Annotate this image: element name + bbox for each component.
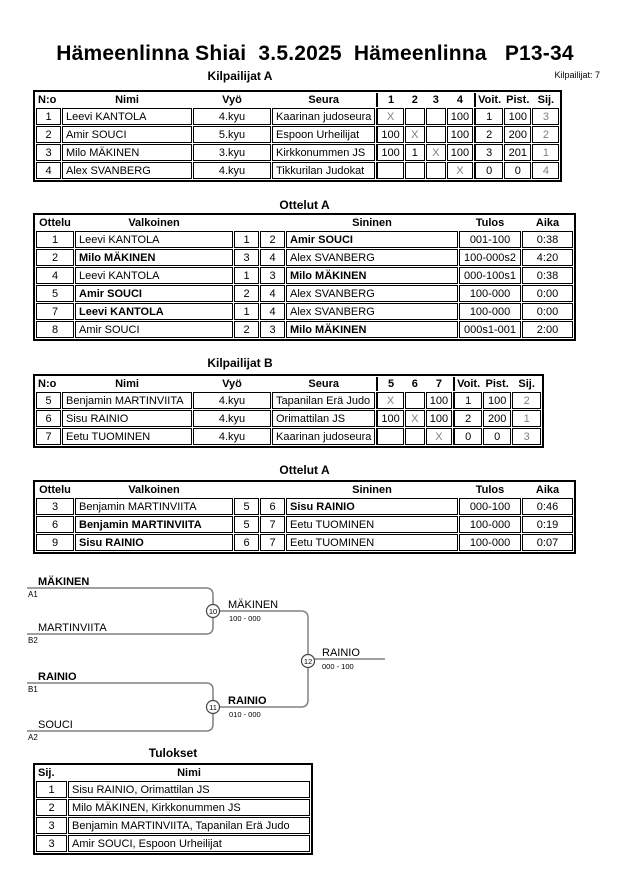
bracket-winner-sf1: MÄKINEN bbox=[228, 599, 279, 611]
table-cell: Alex SVANBERG bbox=[286, 303, 458, 320]
table-cell: Sisu RAINIO bbox=[62, 410, 192, 427]
table-cell: Sisu RAINIO bbox=[286, 498, 458, 515]
table-cell: 100-000 bbox=[459, 285, 521, 302]
table-cell: 100-000s2 bbox=[459, 249, 521, 266]
bracket-score-sf2: 010 - 000 bbox=[229, 710, 261, 719]
table-cell: Sisu RAINIO bbox=[75, 534, 233, 551]
bracket-seed-b1: B1 bbox=[28, 685, 38, 694]
column-header: Sij. bbox=[38, 767, 55, 779]
page-title: Hämeenlinna Shiai 3.5.2025 Hämeenlinna P13-34 bbox=[56, 42, 574, 65]
column-header: Nimi bbox=[115, 94, 139, 106]
table-row bbox=[36, 799, 310, 816]
table-row bbox=[36, 781, 310, 798]
table-cell: 5 bbox=[234, 516, 259, 533]
table-row bbox=[36, 410, 541, 427]
column-header: N:o bbox=[38, 378, 57, 390]
bracket-player-bottom-sf2: SOUCI bbox=[38, 719, 73, 731]
table-row bbox=[36, 267, 573, 284]
table-row bbox=[36, 534, 573, 551]
table-cell: 9 bbox=[36, 534, 74, 551]
table-cell: 3 bbox=[532, 108, 559, 125]
match-12-number: 12 bbox=[303, 657, 313, 666]
table-cell: 2 bbox=[260, 231, 285, 248]
table-cell: 4 bbox=[260, 303, 285, 320]
table-cell: X bbox=[426, 428, 452, 445]
section-title-matches-b: Ottelut A bbox=[279, 463, 330, 477]
column-header: Vyö bbox=[222, 378, 242, 390]
table-cell: Amir SOUCI bbox=[75, 321, 233, 338]
table-cell: 3 bbox=[36, 835, 67, 852]
table-cell: 4.kyu bbox=[193, 392, 271, 409]
table-cell: 1 bbox=[474, 108, 503, 125]
matches-b-table bbox=[33, 480, 576, 554]
table-cell: 0 bbox=[453, 428, 482, 445]
header-row bbox=[36, 216, 573, 230]
column-header: 3 bbox=[432, 94, 439, 106]
pool-b-table bbox=[33, 374, 544, 448]
table-cell: 1 bbox=[36, 781, 67, 798]
column-header: Nimi bbox=[177, 767, 201, 779]
table-cell: Benjamin MARTINVIITA bbox=[75, 516, 233, 533]
column-header: N:o bbox=[38, 94, 57, 106]
table-cell: 4 bbox=[260, 249, 285, 266]
results-table bbox=[33, 763, 313, 855]
table-cell bbox=[405, 108, 425, 125]
table-cell: 3 bbox=[260, 267, 285, 284]
table-cell: 3 bbox=[512, 428, 541, 445]
column-header: Sij. bbox=[518, 378, 535, 390]
column-header: 5 bbox=[376, 377, 403, 391]
table-cell: 6 bbox=[36, 410, 61, 427]
table-cell: Orimattilan JS bbox=[272, 410, 375, 427]
table-cell: Kaarinan judoseura bbox=[272, 108, 375, 125]
table-cell: Amir SOUCI bbox=[62, 126, 192, 143]
bracket-seed-b2: B2 bbox=[28, 636, 38, 645]
column-header: Seura bbox=[308, 378, 339, 390]
table-cell: Milo MÄKINEN bbox=[286, 267, 458, 284]
table-cell: X bbox=[426, 144, 446, 161]
table-cell: Milo MÄKINEN bbox=[75, 249, 233, 266]
table-cell bbox=[405, 428, 425, 445]
header-row bbox=[36, 483, 573, 497]
table-cell: 100-000 bbox=[459, 516, 521, 533]
table-cell: 4.kyu bbox=[193, 428, 271, 445]
column-header bbox=[234, 483, 259, 497]
table-cell: Kirkkonummen JS bbox=[272, 144, 375, 161]
column-header: Ottelu bbox=[39, 217, 71, 229]
column-header: Sininen bbox=[352, 217, 392, 229]
table-cell: Milo MÄKINEN bbox=[286, 321, 458, 338]
bracket-player-top-sf2: RAINIO bbox=[38, 671, 77, 683]
table-cell: Leevi KANTOLA bbox=[75, 267, 233, 284]
table-cell: 100 bbox=[504, 108, 531, 125]
table-cell: Milo MÄKINEN, Kirkkonummen JS bbox=[68, 799, 310, 816]
table-cell: 4.kyu bbox=[193, 410, 271, 427]
table-cell: 7 bbox=[260, 516, 285, 533]
table-cell: 1 bbox=[36, 108, 61, 125]
table-cell: 1 bbox=[234, 231, 259, 248]
bracket-score-sf1: 100 - 000 bbox=[229, 614, 261, 623]
column-header: Voit. bbox=[474, 93, 503, 107]
table-cell: Tapanilan Erä Judo bbox=[272, 392, 375, 409]
table-row bbox=[36, 498, 573, 515]
table-cell: 7 bbox=[36, 428, 61, 445]
bracket-winner-sf2: RAINIO bbox=[228, 695, 267, 707]
table-cell: 100-000 bbox=[459, 534, 521, 551]
table-cell: 3 bbox=[36, 817, 67, 834]
column-header: Tulos bbox=[475, 217, 505, 229]
column-header: Pist. bbox=[485, 378, 509, 390]
table-cell: 2:00 bbox=[522, 321, 573, 338]
bracket-winner-final: RAINIO bbox=[322, 647, 360, 659]
table-cell: X bbox=[405, 410, 425, 427]
table-row bbox=[36, 516, 573, 533]
table-cell: 1 bbox=[532, 144, 559, 161]
table-cell: Milo MÄKINEN bbox=[62, 144, 192, 161]
table-cell: 4 bbox=[36, 267, 74, 284]
bracket-seed-a2: A2 bbox=[28, 733, 38, 742]
table-cell: 000-100 bbox=[459, 498, 521, 515]
column-header: Valkoinen bbox=[128, 484, 180, 496]
table-cell: 3 bbox=[36, 498, 74, 515]
table-cell: 100 bbox=[447, 126, 473, 143]
section-title-pool-b: Kilpailijat B bbox=[207, 356, 273, 370]
column-header: Aika bbox=[535, 484, 560, 496]
column-header: 7 bbox=[435, 378, 442, 390]
column-header: 1 bbox=[376, 93, 403, 107]
table-cell: 0:00 bbox=[522, 303, 573, 320]
table-cell: 0 bbox=[504, 162, 531, 179]
section-title-results: Tulokset bbox=[148, 746, 198, 760]
table-cell: 4.kyu bbox=[193, 162, 271, 179]
table-cell: 200 bbox=[483, 410, 511, 427]
table-cell: 4 bbox=[36, 162, 61, 179]
table-cell: 3.kyu bbox=[193, 144, 271, 161]
table-cell: 5 bbox=[234, 498, 259, 515]
elimination-bracket bbox=[20, 565, 420, 750]
table-cell: 0 bbox=[483, 428, 511, 445]
table-cell bbox=[376, 162, 403, 179]
table-cell: X bbox=[376, 108, 403, 125]
table-cell: 1 bbox=[234, 267, 259, 284]
table-cell: Sisu RAINIO, Orimattilan JS bbox=[68, 781, 310, 798]
table-cell: 100 bbox=[376, 410, 403, 427]
column-header: Seura bbox=[308, 94, 339, 106]
table-cell: 3 bbox=[260, 321, 285, 338]
table-cell: 000-100s1 bbox=[459, 267, 521, 284]
table-cell: Alex SVANBERG bbox=[286, 285, 458, 302]
column-header bbox=[234, 216, 259, 230]
table-cell: 100 bbox=[447, 144, 473, 161]
table-cell: 000s1-001 bbox=[459, 321, 521, 338]
table-cell: Eetu TUOMINEN bbox=[62, 428, 192, 445]
table-cell: Eetu TUOMINEN bbox=[286, 534, 458, 551]
table-cell: 1 bbox=[453, 392, 482, 409]
column-header: Sij. bbox=[537, 94, 555, 106]
table-row bbox=[36, 249, 573, 266]
match-11-number: 11 bbox=[209, 703, 217, 712]
table-cell: Espoon Urheilijat bbox=[272, 126, 375, 143]
table-cell: 200 bbox=[504, 126, 531, 143]
table-row bbox=[36, 835, 310, 852]
table-cell: 5 bbox=[36, 392, 61, 409]
table-row bbox=[36, 162, 559, 179]
table-row bbox=[36, 285, 573, 302]
column-header: Aika bbox=[535, 217, 560, 229]
table-cell: 0 bbox=[474, 162, 503, 179]
column-header: Nimi bbox=[115, 378, 139, 390]
table-cell: 2 bbox=[234, 321, 259, 338]
table-cell: Alex SVANBERG bbox=[62, 162, 192, 179]
table-cell: Eetu TUOMINEN bbox=[286, 516, 458, 533]
section-title-matches-a: Ottelut A bbox=[279, 198, 330, 212]
table-cell: 7 bbox=[36, 303, 74, 320]
table-cell: 7 bbox=[260, 534, 285, 551]
table-cell bbox=[426, 162, 446, 179]
table-cell: X bbox=[447, 162, 473, 179]
table-cell: 4:20 bbox=[522, 249, 573, 266]
table-cell: 2 bbox=[474, 126, 503, 143]
table-cell: 100 bbox=[426, 410, 452, 427]
table-cell: Amir SOUCI bbox=[286, 231, 458, 248]
table-cell: 2 bbox=[36, 799, 67, 816]
table-cell: 001-100 bbox=[459, 231, 521, 248]
table-cell: 100 bbox=[447, 108, 473, 125]
table-cell: 6 bbox=[36, 516, 74, 533]
competitor-count-label: Kilpailijat: 7 bbox=[554, 70, 600, 80]
column-header: Voit. bbox=[453, 377, 482, 391]
column-header: Valkoinen bbox=[128, 217, 180, 229]
table-cell bbox=[426, 126, 446, 143]
header-row bbox=[36, 93, 559, 107]
table-cell: 0:38 bbox=[522, 231, 573, 248]
section-title-pool-a: Kilpailijat A bbox=[207, 69, 273, 83]
table-cell: Leevi KANTOLA bbox=[75, 231, 233, 248]
table-cell: 100-000 bbox=[459, 303, 521, 320]
table-cell: 1 bbox=[405, 144, 425, 161]
column-header: Pist. bbox=[506, 94, 530, 106]
column-header: 6 bbox=[411, 378, 418, 390]
bracket-score-final: 000 - 100 bbox=[322, 662, 354, 671]
table-cell: Tikkurilan Judokat bbox=[272, 162, 375, 179]
table-cell bbox=[405, 162, 425, 179]
table-cell: 1 bbox=[234, 303, 259, 320]
table-cell: 8 bbox=[36, 321, 74, 338]
header-row bbox=[36, 766, 310, 780]
table-cell: Leevi KANTOLA bbox=[75, 303, 233, 320]
table-cell: 0:46 bbox=[522, 498, 573, 515]
table-cell: 100 bbox=[376, 126, 403, 143]
table-cell: Leevi KANTOLA bbox=[62, 108, 192, 125]
matches-a-table bbox=[33, 213, 576, 341]
table-row bbox=[36, 392, 541, 409]
table-cell: 100 bbox=[483, 392, 511, 409]
table-cell: Kaarinan judoseura bbox=[272, 428, 375, 445]
table-cell: 2 bbox=[453, 410, 482, 427]
table-cell: 2 bbox=[234, 285, 259, 302]
table-cell: 1 bbox=[36, 231, 74, 248]
table-cell: 0:38 bbox=[522, 267, 573, 284]
match-10-number: 10 bbox=[208, 607, 218, 616]
table-cell: 1 bbox=[512, 410, 541, 427]
table-cell: 100 bbox=[426, 392, 452, 409]
table-cell bbox=[426, 108, 446, 125]
table-row bbox=[36, 108, 559, 125]
bracket-player-top-sf1: MÄKINEN bbox=[38, 576, 90, 588]
table-cell bbox=[405, 392, 425, 409]
bracket-seed-a1: A1 bbox=[28, 590, 38, 599]
column-header: Vyö bbox=[222, 94, 242, 106]
header-row bbox=[36, 377, 541, 391]
table-cell: 4 bbox=[260, 285, 285, 302]
table-row bbox=[36, 428, 541, 445]
column-header: 4 bbox=[456, 94, 463, 106]
column-header: 2 bbox=[411, 94, 418, 106]
table-cell: 2 bbox=[512, 392, 541, 409]
table-cell: 3 bbox=[474, 144, 503, 161]
table-cell: 2 bbox=[532, 126, 559, 143]
column-header: Sininen bbox=[352, 484, 392, 496]
table-cell: Amir SOUCI, Espoon Urheilijat bbox=[68, 835, 310, 852]
table-cell: 2 bbox=[36, 249, 74, 266]
table-row bbox=[36, 321, 573, 338]
column-header bbox=[260, 483, 285, 497]
bracket-line-a1 bbox=[27, 588, 213, 605]
table-cell: 4.kyu bbox=[193, 108, 271, 125]
table-cell: 201 bbox=[504, 144, 531, 161]
table-cell: 100 bbox=[376, 144, 403, 161]
table-cell: Benjamin MARTINVIITA bbox=[75, 498, 233, 515]
table-cell: 0:07 bbox=[522, 534, 573, 551]
table-cell: 2 bbox=[36, 126, 61, 143]
table-row bbox=[36, 303, 573, 320]
table-cell: X bbox=[405, 126, 425, 143]
table-cell: Alex SVANBERG bbox=[286, 249, 458, 266]
table-cell: 6 bbox=[234, 534, 259, 551]
bracket-player-bottom-sf1: MARTINVIITA bbox=[38, 622, 107, 634]
table-cell bbox=[376, 428, 403, 445]
table-cell: 5 bbox=[36, 285, 74, 302]
table-cell: Benjamin MARTINVIITA, Tapanilan Erä Judo bbox=[68, 817, 310, 834]
table-row bbox=[36, 231, 573, 248]
table-cell: 3 bbox=[36, 144, 61, 161]
table-cell: Amir SOUCI bbox=[75, 285, 233, 302]
table-cell: 4 bbox=[532, 162, 559, 179]
table-cell: Benjamin MARTINVIITA bbox=[62, 392, 192, 409]
column-header: Tulos bbox=[475, 484, 505, 496]
table-cell: 0:00 bbox=[522, 285, 573, 302]
table-cell: 0:19 bbox=[522, 516, 573, 533]
table-cell: 6 bbox=[260, 498, 285, 515]
table-row bbox=[36, 817, 310, 834]
pool-a-table bbox=[33, 90, 562, 182]
column-header bbox=[260, 216, 285, 230]
bracket-line-b1 bbox=[27, 683, 213, 701]
table-row bbox=[36, 126, 559, 143]
column-header: Ottelu bbox=[39, 484, 71, 496]
table-cell: X bbox=[376, 392, 403, 409]
table-cell: 5.kyu bbox=[193, 126, 271, 143]
table-cell: 3 bbox=[234, 249, 259, 266]
table-row bbox=[36, 144, 559, 161]
